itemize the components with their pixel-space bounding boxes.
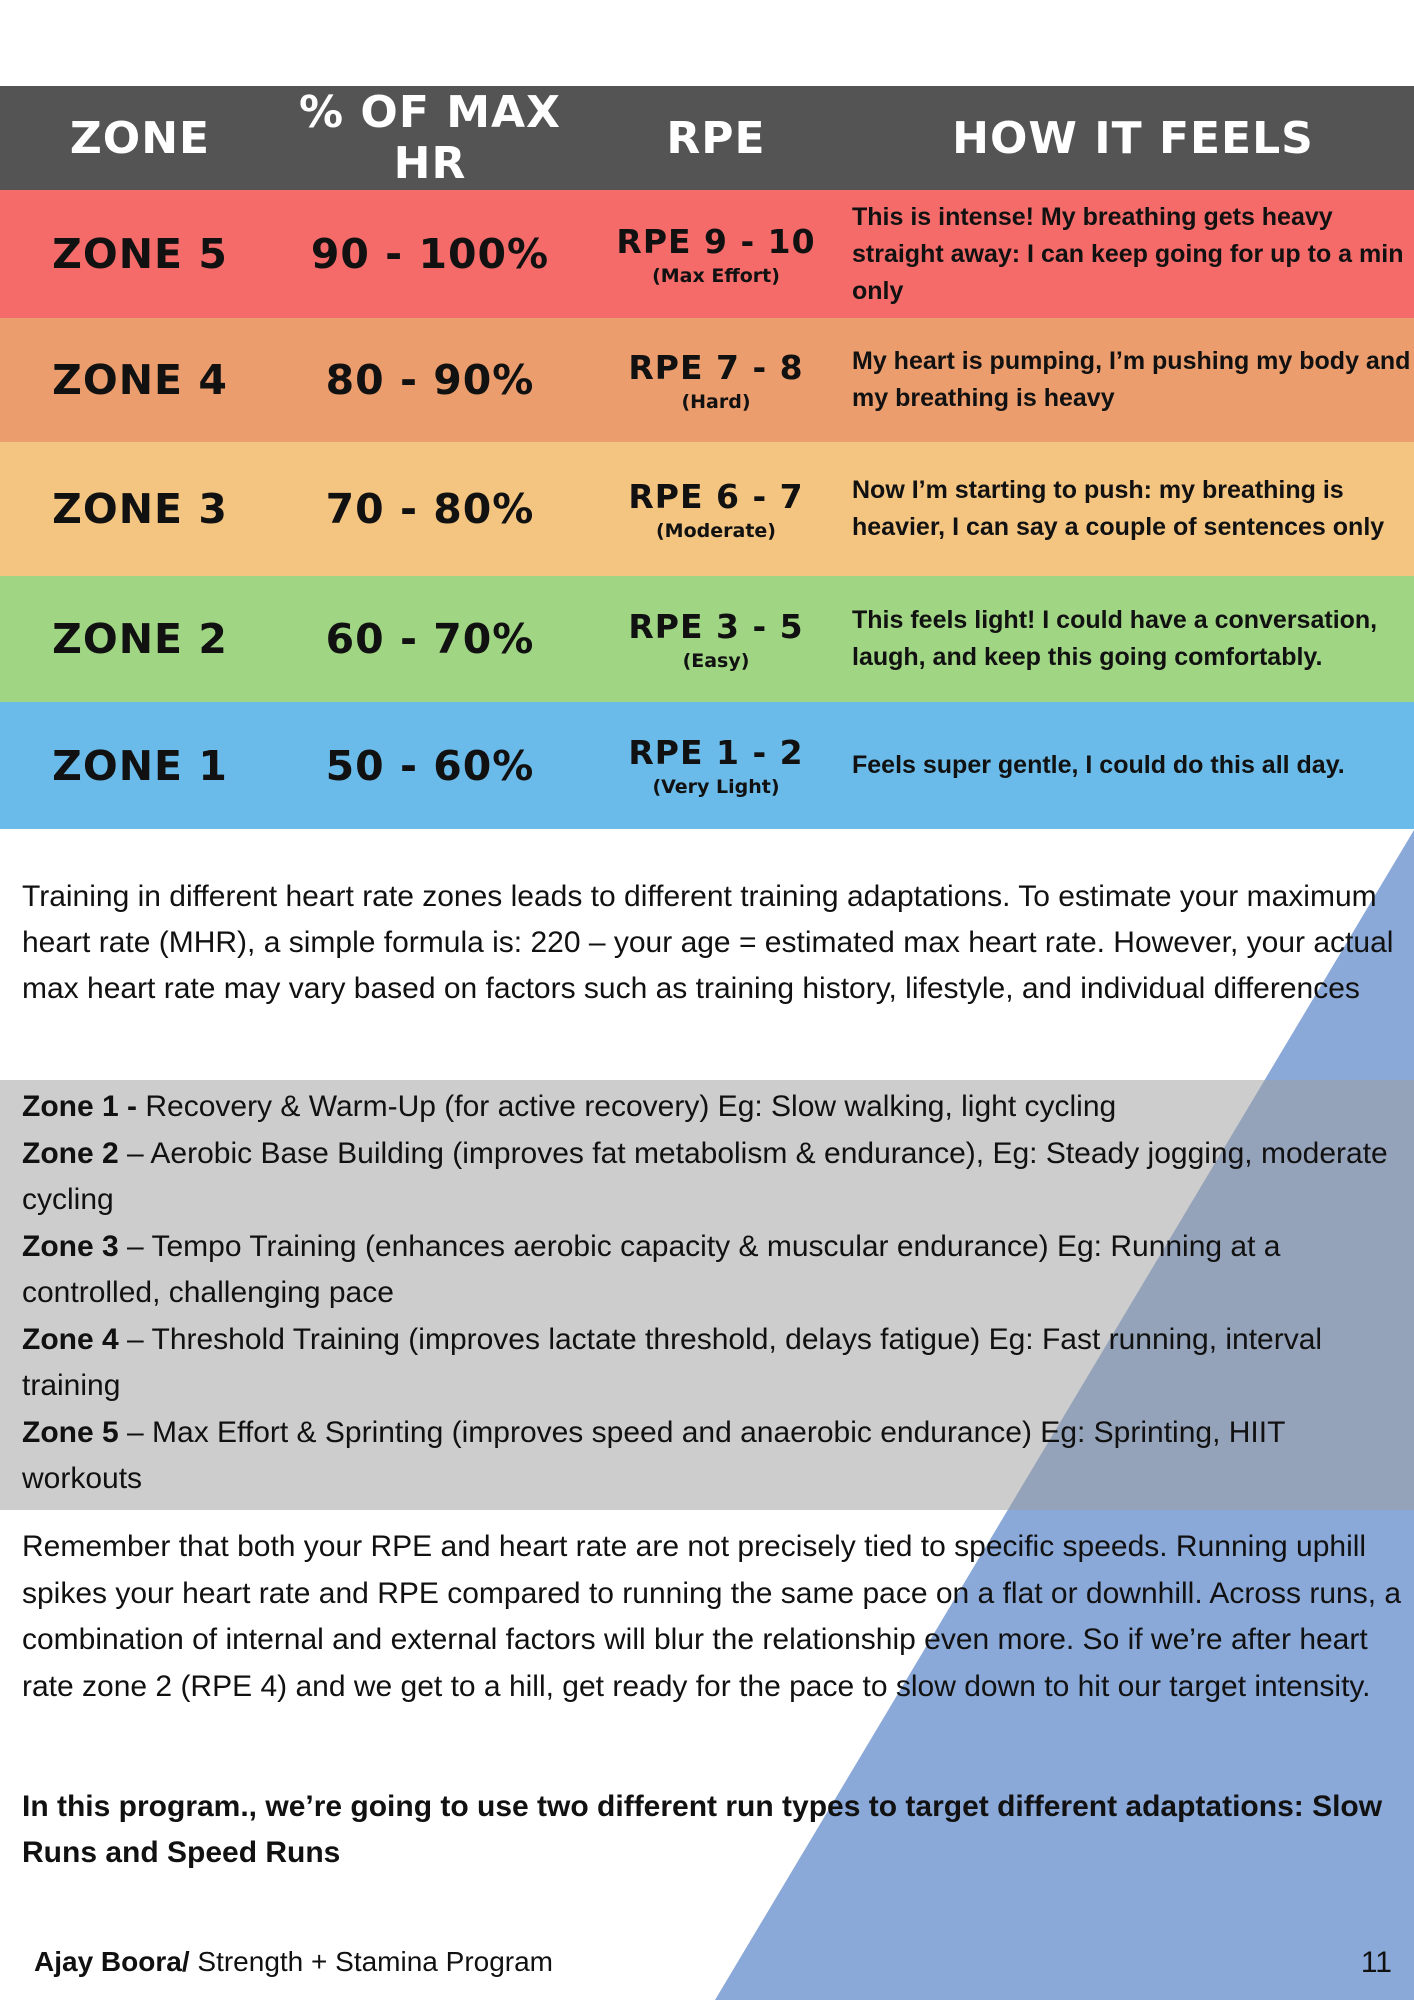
page-number: 11: [1360, 1946, 1392, 1979]
how-it-feels-cell: Feels super gentle, I could do this all day.: [852, 751, 1345, 779]
heart-rate-zone-table: [0, 86, 1414, 829]
rpe-label: (Easy): [682, 649, 750, 672]
table-body: [0, 190, 1414, 829]
zone-description-label: Zone 3: [22, 1229, 119, 1263]
program-paragraph: In this program., we’re going to use two different run types to target different adaptations: Slow Runs and Speed Runs: [22, 1790, 1383, 1869]
max-hr-cell: 90 - 100%: [310, 230, 550, 278]
max-hr-cell: 80 - 90%: [325, 356, 535, 404]
rpe-cell: [580, 477, 852, 542]
rpe-label: (Hard): [681, 390, 751, 413]
rpe-label: (Moderate): [656, 519, 776, 542]
table-row: [0, 702, 1414, 829]
how-it-feels-cell: This feels light! I could have a conversation, laugh, and keep this going comfortably.: [852, 606, 1378, 671]
zone-description-text: – Tempo Training (enhances aerobic capacity & muscular endurance) Eg: Running at a controlled, challenging pace: [22, 1229, 1281, 1309]
zone-cell: ZONE 1: [52, 741, 228, 790]
footer-author: Ajay Boora/: [34, 1946, 190, 1977]
rpe-range: RPE 6 - 7: [628, 476, 804, 516]
intro-paragraph: Training in different heart rate zones leads to different training adaptations. To estimate your maximum heart rate (MHR), a simple formula is: 220 – your age = estimated max heart rate. However, your actual max heart rate may vary based on factors such as training history, lifestyle, and individual differences: [22, 880, 1394, 1005]
rpe-range: RPE 9 - 10: [616, 221, 816, 261]
rpe-cell: [580, 607, 852, 672]
footer-program: Strength + Stamina Program: [189, 1946, 554, 1977]
header-zone: ZONE: [69, 112, 211, 164]
zone-description-text: – Max Effort & Sprinting (improves speed and anaerobic endurance) Eg: Sprinting, HIIT workouts: [22, 1415, 1285, 1495]
remember-paragraph: Remember that both your RPE and heart rate are not precisely tied to specific speeds. Running uphill spikes your heart rate and RPE compared to running the same pace on a flat or downhill. Across runs, a combination of internal and external factors will blur the relationship even more. So if we’re after heart rate zone 2 (RPE 4) and we get to a hill, get ready for the pace to slow down to hit our target intensity.: [22, 1530, 1402, 1703]
footer: [34, 1946, 553, 1978]
table-row: [0, 190, 1414, 318]
zone-description-item: [22, 1084, 1402, 1131]
zone-cell: ZONE 3: [52, 485, 228, 533]
table-row: [0, 318, 1414, 442]
zone-description-item: [22, 1410, 1402, 1503]
zone-cell: ZONE 4: [52, 356, 228, 404]
rpe-range: RPE 1 - 2: [628, 733, 804, 772]
header-how-it-feels: HOW IT FEELS: [952, 112, 1314, 164]
zone-description-label: Zone 4: [22, 1322, 119, 1356]
zone-description-label: Zone 1 -: [22, 1090, 138, 1123]
rpe-cell: [580, 222, 852, 287]
how-it-feels-cell: My heart is pumping, I’m pushing my body and my breathing is heavy: [852, 347, 1411, 412]
zone-cell: ZONE 5: [52, 230, 228, 278]
table-row: [0, 442, 1414, 576]
rpe-label: (Max Effort): [652, 264, 780, 287]
header-max-hr: % OF MAX HR: [299, 87, 561, 189]
rpe-cell: [580, 733, 852, 798]
table-header: [0, 86, 1414, 190]
zone-description-item: [22, 1317, 1402, 1410]
rpe-label: (Very Light): [652, 776, 780, 798]
zone-description-label: Zone 5: [22, 1415, 119, 1449]
zone-description-text: Recovery & Warm-Up (for active recovery) Eg: Slow walking, light cycling: [137, 1090, 1117, 1123]
zone-description-item: [22, 1224, 1402, 1317]
zone-description-text: – Threshold Training (improves lactate threshold, delays fatigue) Eg: Fast running, interval training: [22, 1322, 1323, 1402]
header-rpe: RPE: [666, 112, 766, 164]
how-it-feels-cell: Now I’m starting to push: my breathing is heavier, I can say a couple of sentences only: [852, 476, 1385, 541]
zone-description-label: Zone 2: [22, 1136, 119, 1170]
rpe-cell: [580, 348, 852, 413]
zone-descriptions: [22, 1084, 1402, 1503]
rpe-range: RPE 3 - 5: [628, 606, 804, 646]
max-hr-cell: 50 - 60%: [325, 741, 535, 790]
zone-cell: ZONE 2: [52, 615, 228, 663]
zone-description-text: – Aerobic Base Building (improves fat metabolism & endurance), Eg: Steady jogging, moderate cycling: [22, 1136, 1388, 1216]
rpe-range: RPE 7 - 8: [628, 347, 804, 387]
table-row: [0, 576, 1414, 702]
max-hr-cell: 70 - 80%: [325, 485, 535, 533]
how-it-feels-cell: This is intense! My breathing gets heavy straight away: I can keep going for up to a min only: [852, 202, 1404, 305]
max-hr-cell: 60 - 70%: [325, 615, 535, 663]
zone-description-item: [22, 1131, 1402, 1224]
